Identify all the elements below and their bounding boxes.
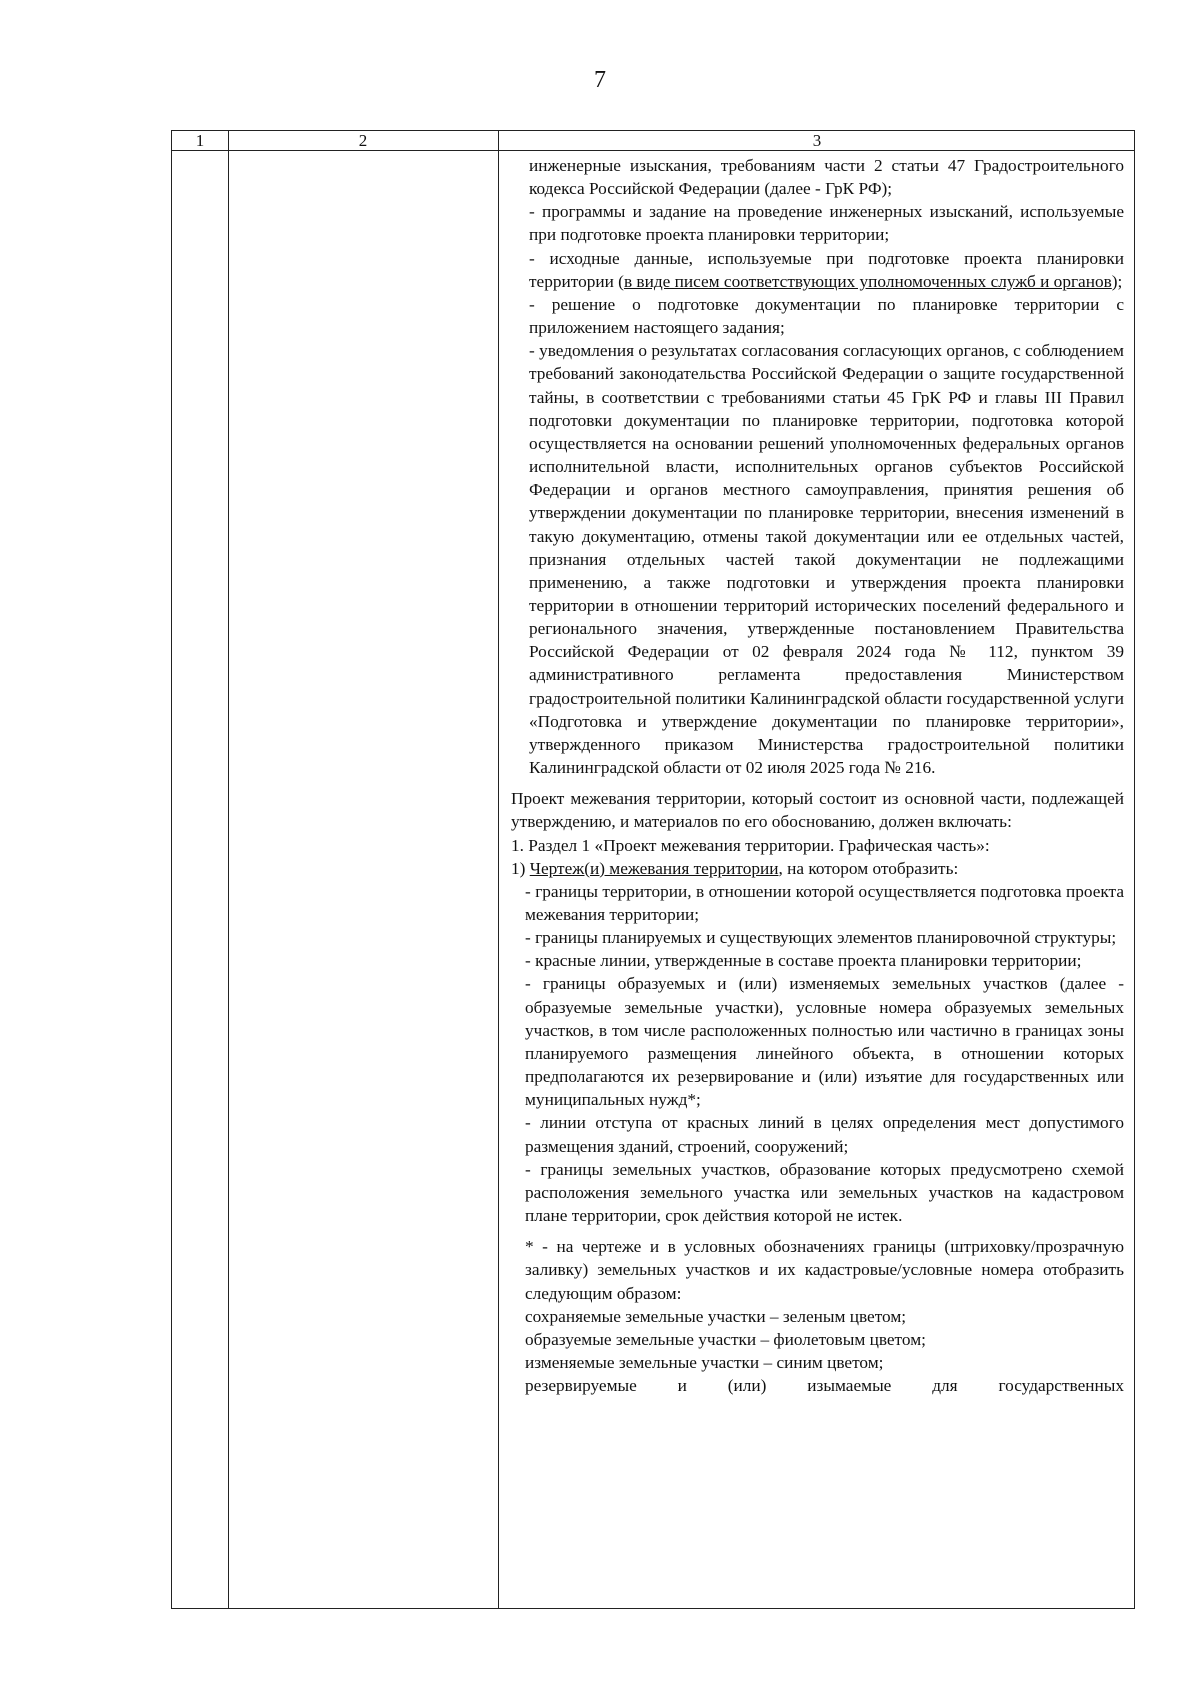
list-item: - границы планируемых и существующих элементов планировочной структуры; xyxy=(525,928,1117,948)
list-item: - исходные данные, используемые при подготовке проекта планировки территории (в виде писем соответствующих уполномоченных служб и органов); xyxy=(529,248,1124,291)
list-item: - границы образуемых и (или) изменяемых земельных участков (далее - образуемые земельные участки), условные номера образуемых земельных участков, в том числе расположенных полностью или частично в границах зоны планируемого размещения линейного объекта, в отношении которых предполагаются их резервирование и (или) изъятие для государственных или муниципальных нужд*; xyxy=(525,974,1124,1110)
legend-line: изменяемые земельные участки – синим цветом; xyxy=(525,1352,884,1372)
footnote: * - на чертеже и в условных обозначениях границы (штриховку/прозрачную заливку) земельных участков и их кадастровые/условные номера отобразить следующим образом: xyxy=(525,1237,1124,1303)
list-item: - линии отступа от красных линий в целях определения мест допустимого размещения зданий, строений, сооружений; xyxy=(525,1113,1124,1156)
column-header-3: 3 xyxy=(812,131,822,150)
legend-line: образуемые земельные участки – фиолетовым цветом; xyxy=(525,1329,926,1349)
paragraph: Проект межевания территории, который состоит из основной части, подлежащей утверждению, и материалов по его обоснованию, должен включать: xyxy=(511,789,1124,832)
column-header-1: 1 xyxy=(195,131,205,150)
list-item: - программы и задание на проведение инженерных изысканий, используемые при подготовке проекта планировки территории; xyxy=(529,202,1124,245)
subsection-heading: 1) Чертеж(и) межевания территории, на котором отобразить: xyxy=(511,858,959,878)
column-divider xyxy=(228,131,229,1608)
section-heading: 1. Раздел 1 «Проект межевания территории. Графическая часть»: xyxy=(511,835,990,855)
requirements-table xyxy=(171,130,1135,1609)
header-divider xyxy=(172,150,1134,151)
list-item: - красные линии, утвержденные в составе проекта планировки территории; xyxy=(525,951,1082,971)
paragraph: инженерные изыскания, требованиям части 2 статьи 47 Градостроительного кодекса Российской Федерации (далее - ГрК РФ); xyxy=(529,156,1124,199)
legend-line: сохраняемые земельные участки – зеленым цветом; xyxy=(525,1306,907,1326)
column-divider xyxy=(498,131,499,1608)
list-item: - границы территории, в отношении которой осуществляется подготовка проекта межевания территории; xyxy=(525,881,1124,924)
column-header-2: 2 xyxy=(358,131,368,150)
list-item: - уведомления о результатах согласования согласующих органов, с соблюдением требований законодательства Российской Федерации о защите государственной тайны, в соответствии с требованиями статьи 45 ГрК РФ и главы III Правил подготовки документации по планировке территории, подготовка которой осуществляется на основании решений уполномоченных федеральных органов исполнительной власти, исполнительных органов субъектов Российской Федерации и органов местного самоуправления, принятия решения об утверждении документации по планировке территории, внесения изменений в такую документацию, отмены такой документации или ее отдельных частей, признания отдельных частей такой документации не подлежащими применению, а также подготовки и утверждения проекта планировки территории в отношении территорий исторических поселений федерального и регионального значения, утвержденные постановлением Правительства Российской Федерации от 02 февраля 2024 года № 112, пунктом 39 административного регламента предоставления Министерством градостроительной политики Калининградской области государственной услуги «Подготовка и утверждение документации по планировке территории», утвержденного приказом Министерства градостроительной политики Калининградской области от 02 июля 2025 года № 216. xyxy=(529,341,1124,778)
list-item: - границы земельных участков, образование которых предусмотрено схемой расположения земельного участка или земельных участков на кадастровом плане территории, срок действия которой не истек. xyxy=(525,1159,1124,1226)
page-number: 7 xyxy=(594,67,606,93)
legend-line: резервируемые и (или) изымаемые для государственных xyxy=(525,1376,1124,1396)
list-item: - решение о подготовке документации по планировке территории с приложением настоящего задания; xyxy=(529,294,1124,338)
column-3-content xyxy=(511,154,1124,1397)
